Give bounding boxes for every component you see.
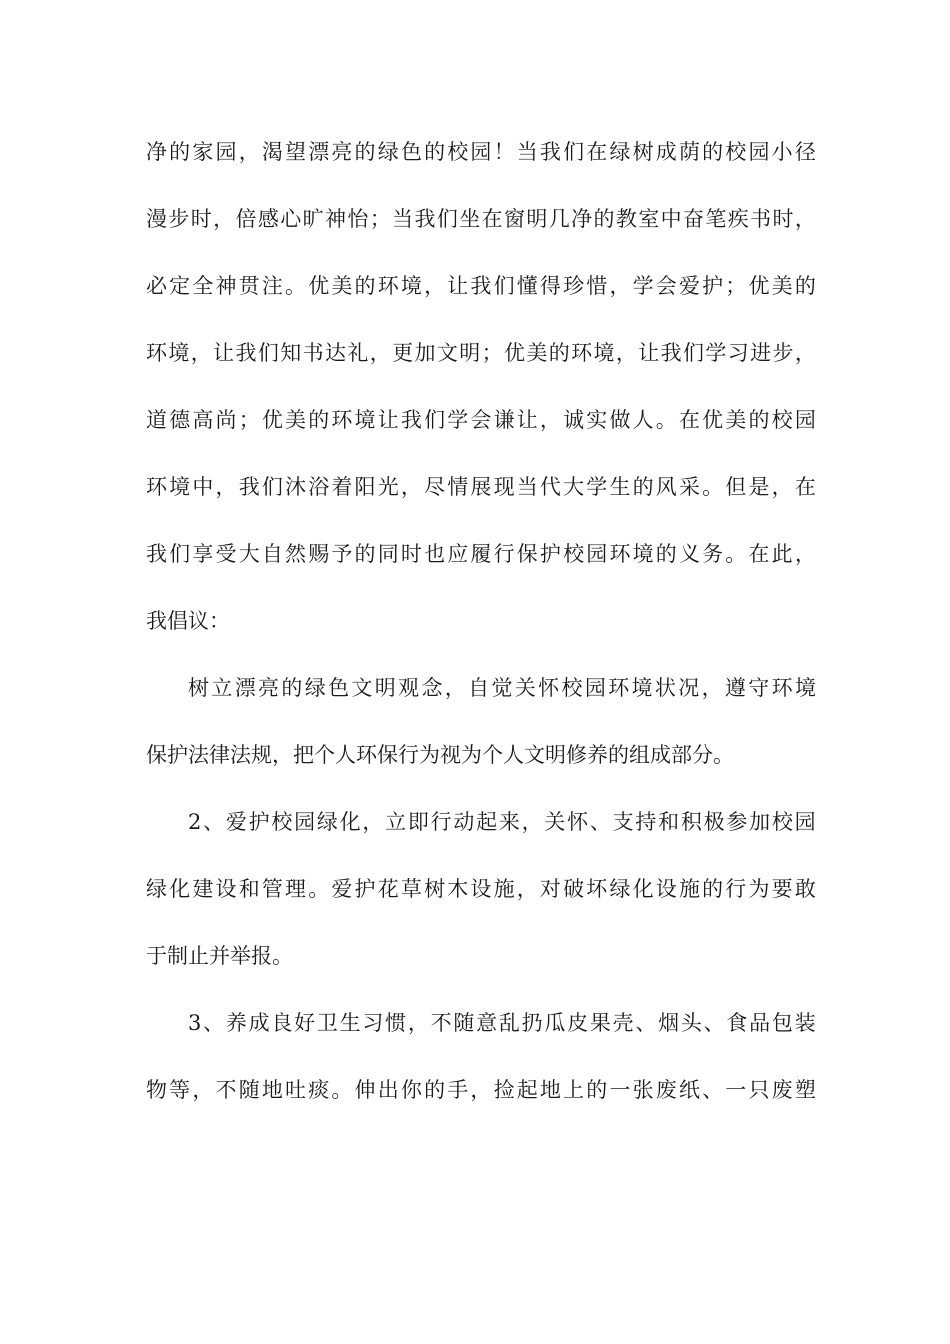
- text-line: 树 立 漂 亮 的 绿 色 文 明 观 念 ， 自 觉 关 怀 校 园 环 境 状 况 ， 遵 守 环 境: [188, 676, 816, 700]
- text-line: 漫 步 时 ， 倍 感 心 旷 神 怡 ； 当 我 们 坐 在 窗 明 几 净 的 教 室 中 奋 笔 疾 书 时 ，: [146, 207, 816, 231]
- text-line: 我 倡 议 ：: [146, 609, 230, 633]
- text-line: 环 境 ， 让 我 们 知 书 达 礼 ， 更 加 文 明 ； 优 美 的 环 境 ， 让 我 们 学 习 进 步 ，: [146, 341, 816, 365]
- text-line: 必 定 全 神 贯 注 。 优 美 的 环 境 ， 让 我 们 懂 得 珍 惜 ， 学 会 爱 护 ； 优 美 的: [146, 274, 816, 298]
- text-line: 2 、 爱 护 校 园 绿 化 ， 立 即 行 动 起 来 ， 关 怀 、 支 持 和 积 极 参 加 校 园: [188, 810, 816, 834]
- text-line: 保 护 法 律 法 规 ， 把 个 人 环 保 行 为 视 为 个 人 文 明 修 养 的 组 成 部 分 。: [146, 743, 734, 767]
- text-line: 物 等 ， 不 随 地 吐 痰 。 伸 出 你 的 手 ， 捡 起 地 上 的 一 张 废 纸 、 一 只 废 塑: [146, 1078, 816, 1102]
- text-line: 绿 化 建 设 和 管 理 。 爱 护 花 草 树 木 设 施 ， 对 破 坏 绿 化 设 施 的 行 为 要 敢: [146, 877, 816, 901]
- text-line: 我 们 享 受 大 自 然 赐 予 的 同 时 也 应 履 行 保 护 校 园 环 境 的 义 务 。 在 此 ，: [146, 542, 816, 566]
- body-text: [146, 130, 816, 1135]
- text-line: 于 制 止 并 举 报 。: [146, 944, 293, 968]
- text-line: 3 、 养 成 良 好 卫 生 习 惯 ， 不 随 意 乱 扔 瓜 皮 果 壳 、 烟 头 、 食 品 包 装: [188, 1011, 816, 1035]
- text-line: 环 境 中 ， 我 们 沐 浴 着 阳 光 ， 尽 情 展 现 当 代 大 学 生 的 风 采 。 但 是 ， 在: [146, 475, 816, 499]
- text-line: 净 的 家 园 ， 渴 望 漂 亮 的 绿 色 的 校 园 ！ 当 我 们 在 绿 树 成 荫 的 校 园 小 径: [146, 140, 816, 164]
- text-line: 道 德 高 尚 ； 优 美 的 环 境 让 我 们 学 会 谦 让 ， 诚 实 做 人 。 在 优 美 的 校 园: [146, 408, 816, 432]
